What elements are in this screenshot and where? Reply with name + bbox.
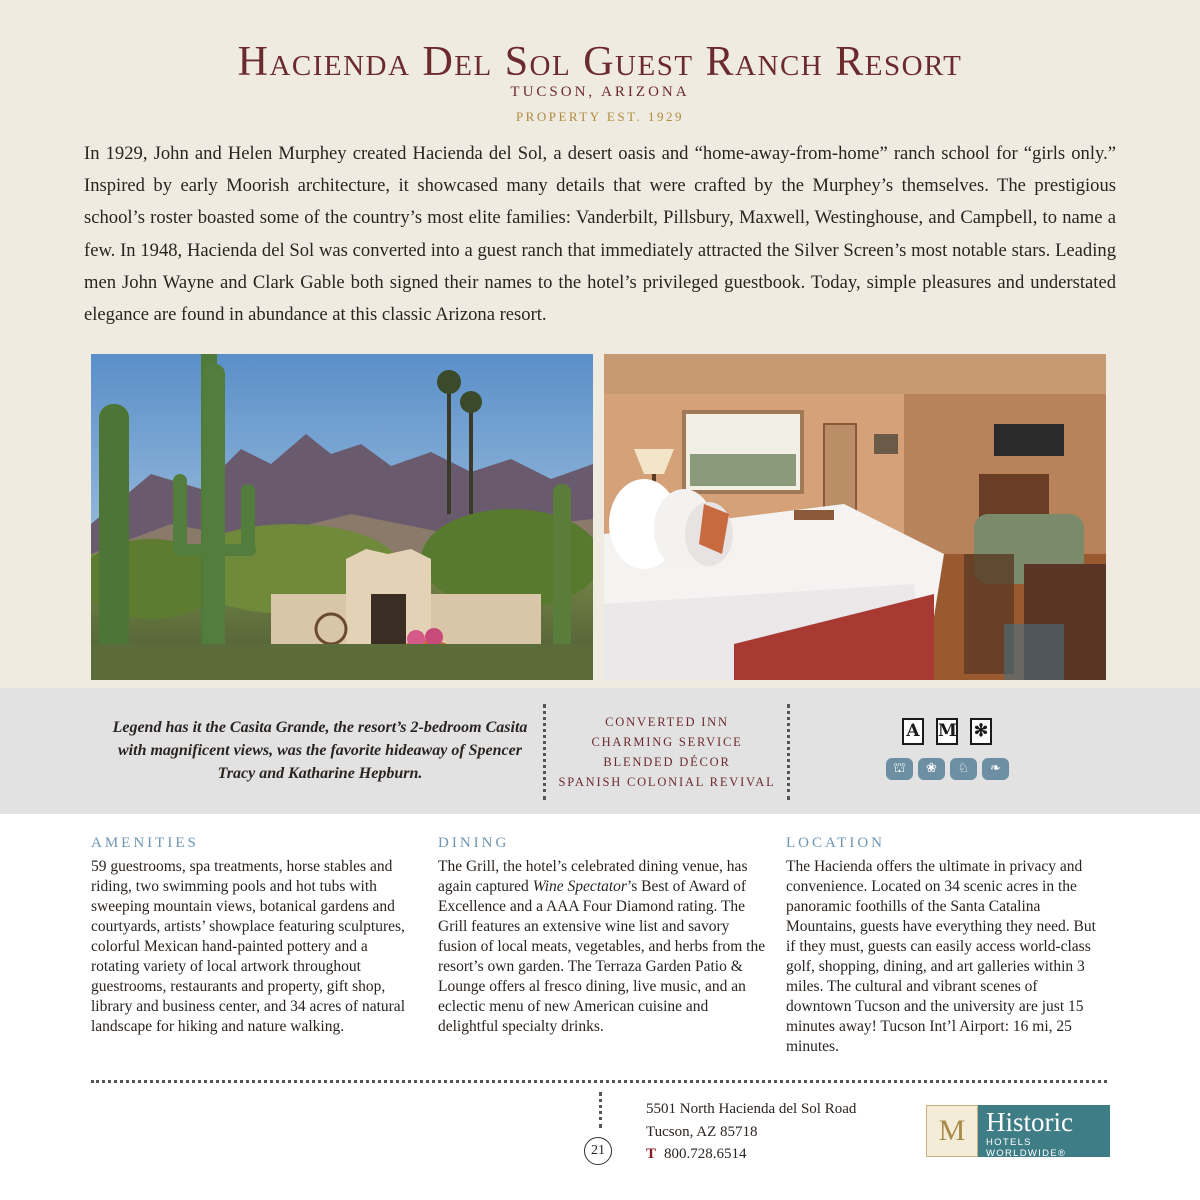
publication-name: Wine Spectator: [532, 878, 627, 895]
logo-monogram-icon: M: [926, 1105, 978, 1157]
photo-entrance: [91, 354, 593, 680]
location-text: The Hacienda offers the ultimate in privacy and convenience. Located on 34 scenic acres in the panoramic foothills of the Santa Catalina Mountains, guests have everything they need. But if they must, guests can easily access world-class golf, shopping, dining, and art galleries within 3 miles. The cultural and vibrant scenes of downtown Tucson and the university are just 15 minutes away! Tucson Int’l Airport: 16 mi, 25 minutes.: [786, 858, 1096, 1055]
legend-quote: Legend has it the Casita Grande, the resort’s 2-bedroom Casita with magnificent views, was the favorite hideaway of Spencer Tracy and Katharine Hepburn.: [112, 719, 528, 782]
architecture-badge-icon: A: [902, 718, 924, 745]
amenity-badges: [886, 758, 1016, 782]
amenities-text: 59 guestrooms, spa treatments, horse stables and riding, two swimming pools and hot tubs with sweeping mountain views, botanical gardens and courtyards, artists’ showplace featuring sculptures, colorful Mexican hand-painted pottery and a rotating variety of local artwork throughout guestrooms, restaurants and property, gift shop, library and business center, and 34 acres of natural landscape for hiking and nature walking.: [91, 858, 405, 1035]
established-line: PROPERTY EST. 1929: [515, 109, 685, 124]
footer-dotted-connector: [599, 1092, 602, 1128]
phone-label: T: [646, 1146, 657, 1162]
intro-paragraph: In 1929, John and Helen Murphey created Hacienda del Sol, a desert oasis and “home-away-from-home” ranch school for “girls only.” Inspired by early Moorish architecture, it showcased many details that were crafted by the Murphey’s themselves. The prestigious school’s roster boasted some of the country’s most elite families: Vanderbilt, Pillsbury, Maxwell, Westinghouse, and Campbell, to name a few. In 1948, Hacienda del Sol was converted into a guest ranch that immediately attracted the Silver Screen’s most notable stars. Leading men John Wayne and Clark Gable both signed their names to the hotel’s privileged guestbook. Today, simple pleasures and understated elegance are found in abundance at this classic Arizona resort.: [84, 143, 1116, 326]
decor-badge-icon: ✻: [970, 718, 992, 745]
style-badges: [902, 718, 1002, 748]
phone-line: [646, 1143, 856, 1166]
logo-wordmark: Historic HOTELS WORLDWIDE®: [978, 1105, 1110, 1157]
feature-item: SPANISH COLONIAL REVIVAL: [558, 775, 776, 789]
pet-friendly-icon: ❧: [982, 758, 1009, 780]
horse-riding-icon: ♘: [950, 758, 977, 780]
phone-number: 800.728.6514: [664, 1146, 747, 1162]
feature-item: BLENDED DÉCOR: [603, 755, 731, 769]
location-subtitle: TUCSON, ARIZONA: [510, 84, 690, 100]
feature-item: CHARMING SERVICE: [591, 735, 743, 749]
museum-badge-icon: M: [936, 718, 958, 745]
dining-heading: DINING: [438, 835, 510, 851]
dotted-divider-left: [543, 704, 546, 800]
location-heading: LOCATION: [786, 835, 885, 851]
dotted-divider-right: [787, 704, 790, 800]
dining-text: The Grill, the hotel’s celebrated dining venue, has again captured Wine Spectator’s Best of Award of Excellence and a AAA Four Diamond rating. The Grill features an extensive wine list and savory fusion of local meats, vegetables, and herbs from the resort’s own garden. The Terraza Garden Patio & Lounge offers al fresco dining, live music, and an eclectic menu of new American cuisine and delightful specialty drinks.: [438, 858, 766, 1035]
photo-guestroom: [604, 354, 1106, 680]
fitness-icon: ⛫: [886, 758, 913, 780]
contact-address: [646, 1098, 856, 1166]
page-number: 21: [584, 1137, 612, 1165]
footer-divider: [91, 1080, 1107, 1083]
spa-icon: ❀: [918, 758, 945, 780]
address-line-1: 5501 North Hacienda del Sol Road: [646, 1101, 857, 1117]
historic-hotels-logo: [926, 1105, 1110, 1157]
address-line-2: Tucson, AZ 85718: [646, 1123, 758, 1140]
amenities-heading: AMENITIES: [91, 835, 199, 851]
page-title: Hacienda Del Sol Guest Ranch Resort: [237, 39, 963, 85]
feature-item: CONVERTED INN: [605, 715, 729, 729]
features-list: [552, 712, 782, 792]
